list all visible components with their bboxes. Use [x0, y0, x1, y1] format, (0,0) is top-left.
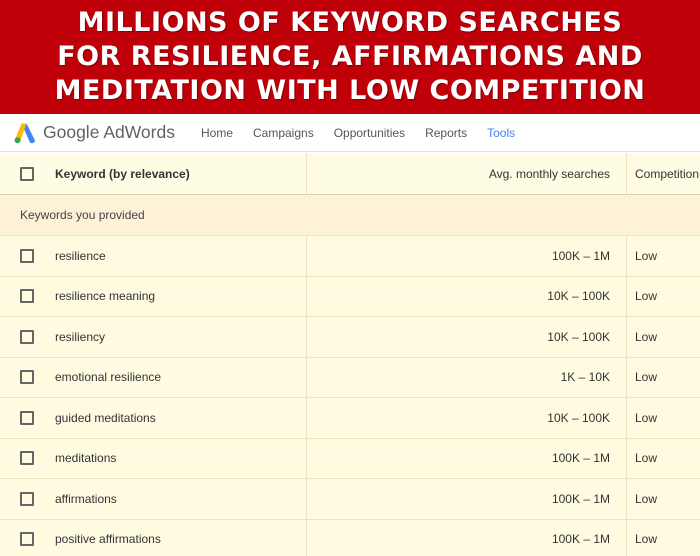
searches-cell: 100K – 1M	[306, 439, 626, 479]
competition-cell: Low	[626, 479, 700, 519]
row-checkbox-cell	[0, 236, 54, 276]
searches-cell: 100K – 1M	[306, 479, 626, 519]
row-checkbox-cell	[0, 358, 54, 398]
table-body	[0, 236, 700, 556]
keyword-cell: resilience meaning	[55, 289, 156, 304]
nav-reports[interactable]: Reports	[425, 125, 468, 140]
nav-home[interactable]: Home	[200, 125, 233, 140]
searches-cell: 10K – 100K	[306, 317, 626, 357]
keyword-column-header[interactable]: Keyword (by relevance)	[55, 166, 190, 181]
competition-cell: Low	[626, 317, 700, 357]
row-checkbox-cell	[0, 520, 54, 556]
keyword-cell: positive affirmations	[55, 532, 161, 547]
competition-column-header[interactable]: Competition	[626, 153, 700, 194]
banner-line-1: MILLIONS OF KEYWORD SEARCHES	[77, 7, 623, 38]
searches-cell: 1K – 10K	[306, 358, 626, 398]
searches-cell: 10K – 100K	[306, 398, 626, 438]
row-checkbox[interactable]	[20, 451, 34, 465]
banner-line-3: MEDITATION WITH LOW COMPETITION	[54, 75, 646, 106]
table-row	[0, 398, 700, 439]
select-all-cell	[0, 153, 54, 194]
searches-cell: 10K – 100K	[306, 277, 626, 317]
row-checkbox-cell	[0, 479, 54, 519]
nav-tools[interactable]: Tools	[487, 125, 516, 140]
table-row	[0, 277, 700, 318]
nav-campaigns[interactable]: Campaigns	[253, 125, 314, 140]
table-row	[0, 358, 700, 399]
row-checkbox-cell	[0, 439, 54, 479]
table-row	[0, 317, 700, 358]
group-label: Keywords you provided	[20, 208, 145, 222]
competition-cell: Low	[626, 398, 700, 438]
row-checkbox-cell	[0, 317, 54, 357]
keyword-cell: resiliency	[55, 329, 106, 344]
keyword-table	[0, 153, 700, 556]
table-row	[0, 236, 700, 277]
table-row	[0, 479, 700, 520]
row-checkbox[interactable]	[20, 370, 34, 384]
competition-cell: Low	[626, 520, 700, 556]
table-header-row	[0, 153, 700, 195]
competition-cell: Low	[626, 358, 700, 398]
row-checkbox[interactable]	[20, 532, 34, 546]
adwords-logo[interactable]	[13, 114, 175, 152]
adwords-topbar	[0, 114, 700, 152]
keyword-cell: guided meditations	[55, 410, 156, 425]
logo-text: Google AdWords	[43, 122, 175, 142]
row-checkbox[interactable]	[20, 249, 34, 263]
row-checkbox[interactable]	[20, 492, 34, 506]
row-checkbox[interactable]	[20, 330, 34, 344]
row-checkbox[interactable]	[20, 411, 34, 425]
searches-cell: 100K – 1M	[306, 520, 626, 556]
keyword-cell: resilience	[55, 248, 106, 263]
table-row	[0, 439, 700, 480]
adwords-logo-icon	[13, 122, 37, 144]
searches-column-header[interactable]: Avg. monthly searches	[306, 153, 626, 194]
keyword-cell: meditations	[55, 451, 117, 466]
competition-cell: Low	[626, 277, 700, 317]
row-checkbox[interactable]	[20, 289, 34, 303]
title-banner	[0, 0, 700, 114]
nav-opportunities[interactable]: Opportunities	[333, 125, 406, 140]
row-checkbox-cell	[0, 398, 54, 438]
competition-cell: Low	[626, 439, 700, 479]
keyword-cell: emotional resilience	[55, 370, 162, 385]
group-row	[0, 195, 700, 236]
competition-cell: Low	[626, 236, 700, 276]
keyword-cell: affirmations	[55, 491, 117, 506]
banner-line-2: FOR RESILIENCE, AFFIRMATIONS AND	[57, 41, 643, 72]
table-row	[0, 520, 700, 556]
select-all-checkbox[interactable]	[20, 167, 34, 181]
main-nav	[201, 126, 535, 140]
row-checkbox-cell	[0, 277, 54, 317]
searches-cell: 100K – 1M	[306, 236, 626, 276]
